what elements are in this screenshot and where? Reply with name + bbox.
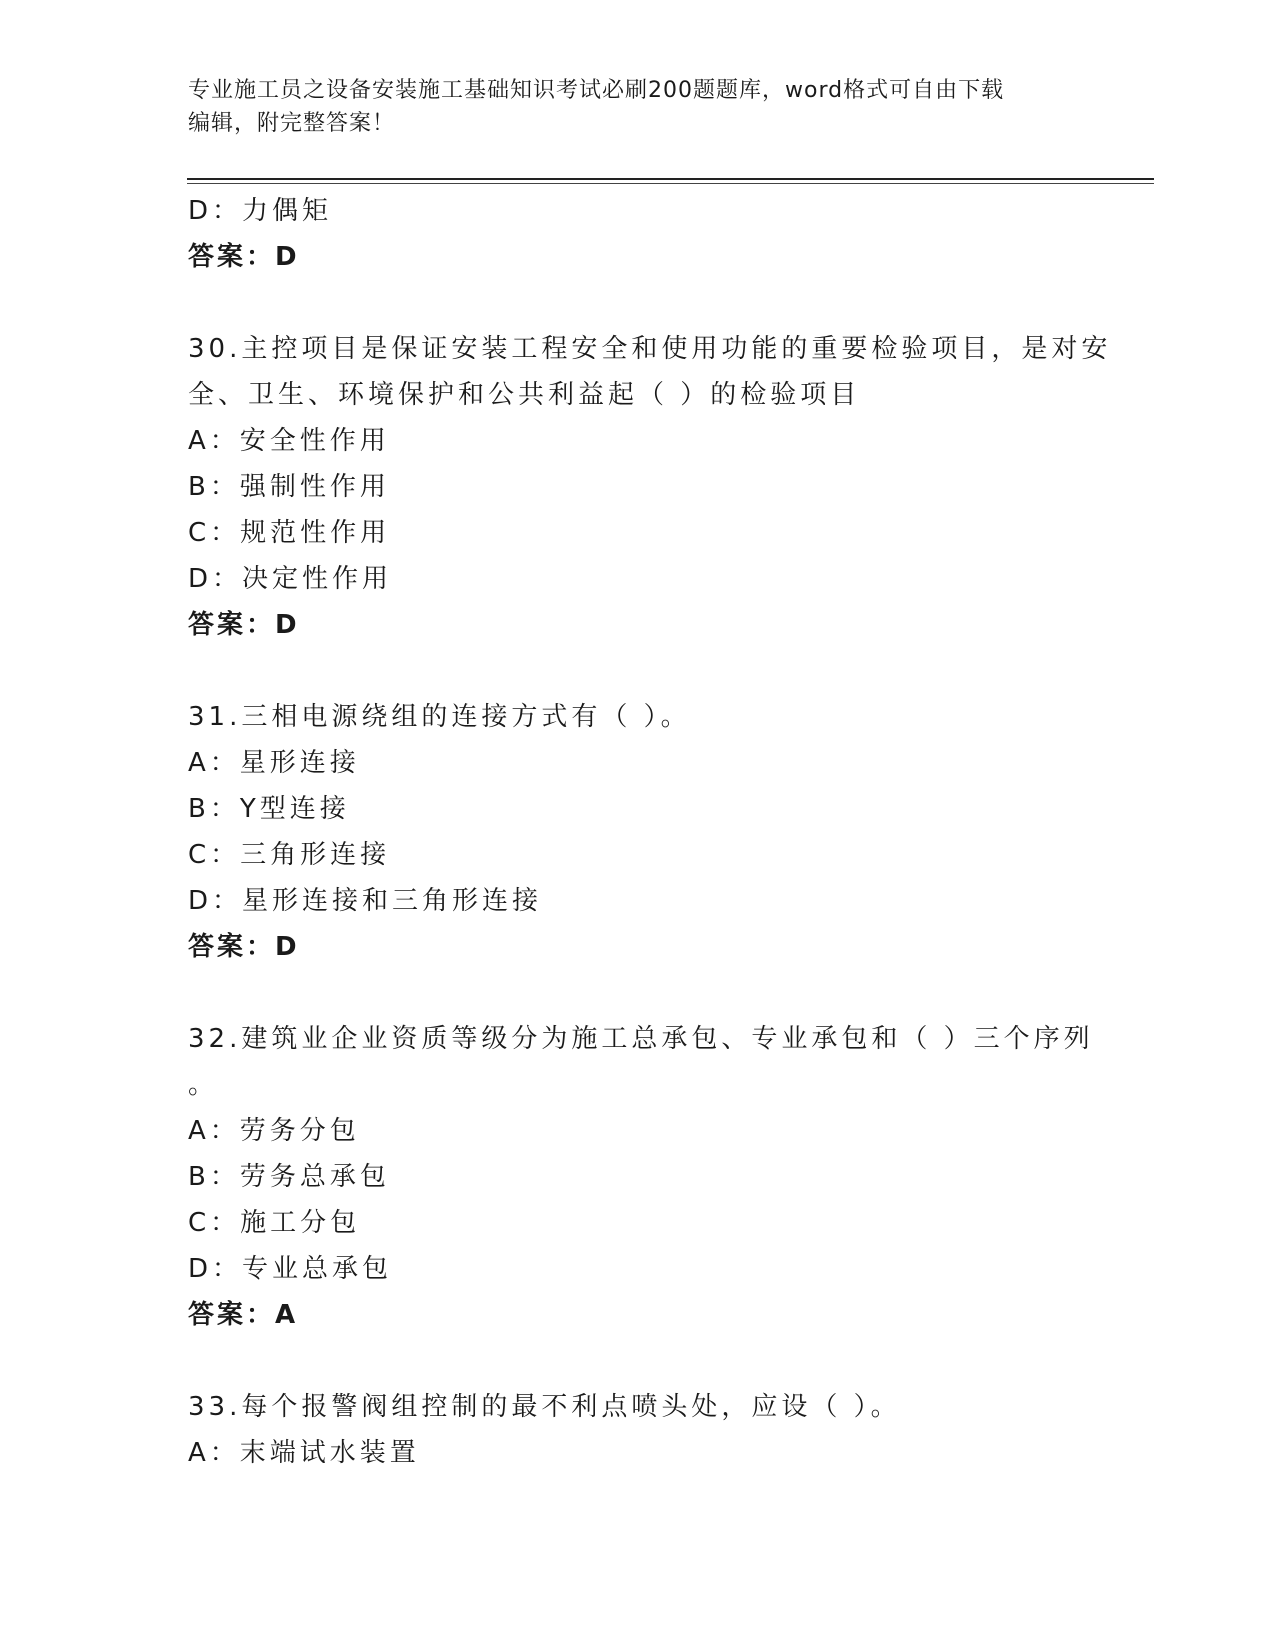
question-stem: 33.每个报警阀组控制的最不利点喷头处，应设（ ）。 (188, 1392, 901, 1422)
question-stem: 32.建筑业企业资质等级分为施工总承包、专业承包和（ ）三个序列 (188, 1024, 1094, 1054)
option-c: C：施工分包 (188, 1208, 361, 1238)
option-c: C：规范性作用 (188, 518, 391, 548)
answer: 答案：D (188, 242, 300, 272)
question-list (188, 188, 1148, 1476)
option-d: D：力偶矩 (188, 196, 333, 226)
header-rule-thick (187, 178, 1154, 180)
header-rule-thin (187, 183, 1154, 184)
option-d: D：专业总承包 (188, 1254, 393, 1284)
option-a: A：末端试水装置 (188, 1438, 420, 1468)
option-c: C：三角形连接 (188, 840, 391, 870)
answer: 答案：D (188, 932, 300, 962)
option-b: B：强制性作用 (188, 472, 390, 502)
option-a: A：劳务分包 (188, 1116, 360, 1146)
question-stem-cont: 。 (188, 1070, 219, 1100)
question-stem-cont: 全、卫生、环境保护和公共利益起（ ）的检验项目 (188, 380, 861, 410)
option-d: D：星形连接和三角形连接 (188, 886, 543, 916)
option-a: A：星形连接 (188, 748, 360, 778)
option-a: A：安全性作用 (188, 426, 390, 456)
answer: 答案：D (188, 610, 300, 640)
answer: 答案：A (188, 1300, 299, 1330)
option-b: B：劳务总承包 (188, 1162, 390, 1192)
option-d: D：决定性作用 (188, 564, 393, 594)
document-header (188, 74, 1088, 140)
question-stem: 30.主控项目是保证安装工程安全和使用功能的重要检验项目，是对安 (188, 334, 1112, 364)
header-line-2: 编辑，附完整答案！ (188, 111, 396, 136)
option-b: B：Y型连接 (188, 794, 350, 824)
header-line-1: 专业施工员之设备安装施工基础知识考试必刷200题题库，word格式可自由下载 (188, 78, 1005, 103)
question-stem: 31.三相电源绕组的连接方式有（ ）。 (188, 702, 691, 732)
